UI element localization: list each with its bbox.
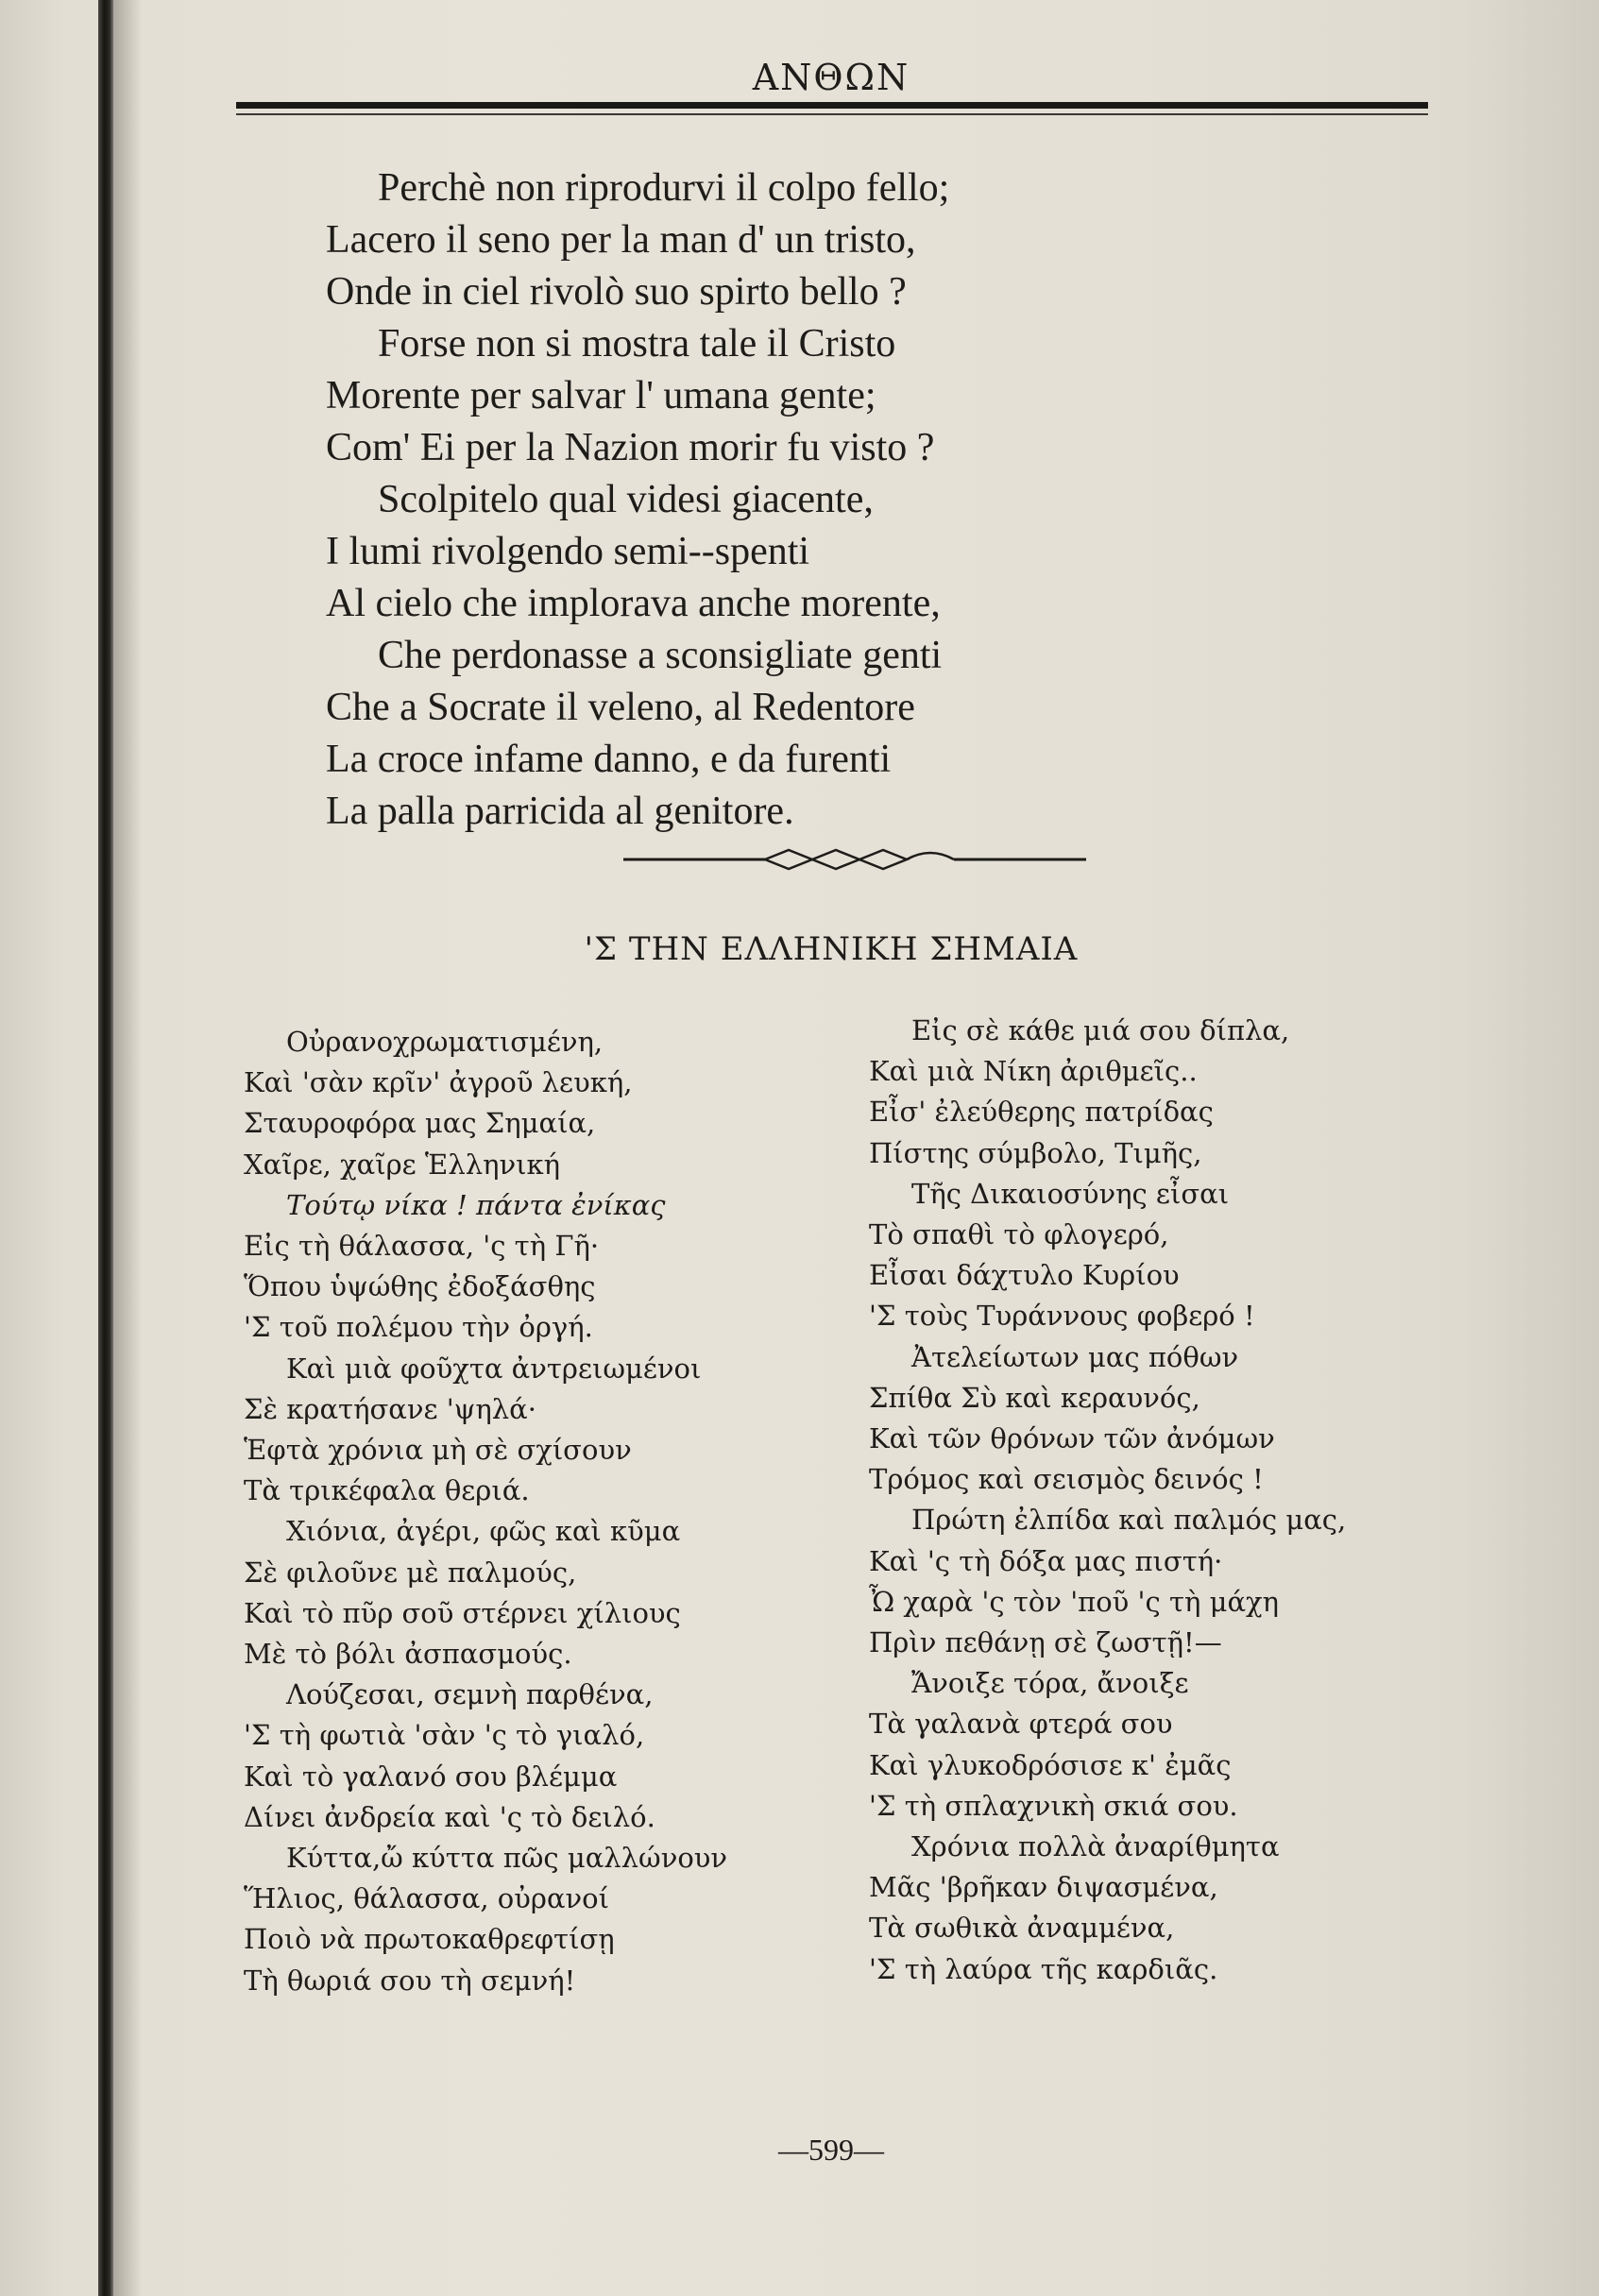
verse-line: Καὶ μιὰ φοῦχτα ἀντρειωμένοι — [286, 1352, 702, 1385]
verse-line: Σὲ φιλοῦνε μὲ παλμούς, — [244, 1556, 577, 1589]
verse-line: Morente per salvar l' umana gente; — [326, 374, 876, 417]
verse-line: Τὸ σπαθὶ τὸ φλογερό, — [869, 1218, 1169, 1251]
verse-line: Al cielo che implorava anche morente, — [326, 582, 941, 625]
verse-line: Ὅπου ὑψώθης ἐδοξάσθης — [244, 1270, 596, 1303]
verse-line: Τούτῳ νίκα ! πάντα ἐνίκας — [286, 1188, 666, 1221]
verse-line: Τὰ τρικέφαλα θεριά. — [244, 1474, 530, 1507]
greek-poem-right-column — [869, 1011, 1454, 1990]
verse-line: La palla parricida al genitore. — [326, 790, 794, 833]
verse-line: Χρόνια πολλὰ ἀναρίθμητα — [911, 1830, 1280, 1863]
running-header: ΑΝΘΩΝ — [752, 57, 910, 98]
greek-poem-title: 'Σ ΤΗΝ ΕΛΛΗΝΙΚΗ ΣΗΜΑΙΑ — [584, 930, 1079, 968]
verse-line: Scolpitelo qual videsi giacente, — [378, 478, 874, 521]
verse-line: Χαῖρε, χαῖρε Ἑλληνική — [244, 1148, 560, 1181]
verse-line: Σταυροφόρα μας Σημαία, — [244, 1107, 596, 1140]
verse-line: 'Σ τοὺς Τυράννους φοβερό ! — [869, 1300, 1255, 1333]
right-margin-shade — [1459, 0, 1599, 2296]
verse-line: 'Σ τὴ φωτιὰ 'σὰν 'ς τὸ γιαλό, — [244, 1719, 645, 1752]
verse-line: Οὐρανοχρωματισμένη, — [286, 1026, 604, 1058]
verse-line: Καὶ 'ς τὴ δόξα μας πιστή· — [869, 1544, 1223, 1577]
verse-line: 'Σ τὴ λαύρα τῆς καρδιᾶς. — [869, 1952, 1218, 1985]
verse-line: Che a Socrate il veleno, al Redentore — [326, 686, 915, 729]
verse-line: I lumi rivolgendo semi--spenti — [326, 530, 810, 573]
header-rule-thin — [236, 113, 1428, 115]
verse-line: Μὲ τὸ βόλι ἀσπασμούς. — [244, 1638, 572, 1671]
verse-line: Εἰς σὲ κάθε μιά σου δίπλα, — [911, 1014, 1290, 1046]
verse-line: Εἶσ' ἐλεύθερης πατρίδας — [869, 1096, 1214, 1129]
verse-line: Καὶ τῶν θρόνων τῶν ἀνόμων — [869, 1422, 1275, 1455]
verse-line: Perchè non riprodurvi il colpo fello; — [378, 166, 950, 210]
verse-line: Δίνει ἀνδρεία καὶ 'ς τὸ δειλό. — [244, 1800, 655, 1833]
verse-line: Ὦ χαρὰ 'ς τὸν 'ποῦ 'ς τὴ μάχη — [869, 1585, 1279, 1618]
verse-line: Ἥλιος, θάλασσα, οὐρανοί — [244, 1882, 609, 1915]
verse-line: Ἄνοιξε τόρα, ἄνοιξε — [911, 1667, 1189, 1700]
verse-line: Πρὶν πεθάνῃ σὲ ζωστῇ!— — [869, 1626, 1222, 1659]
gutter-shadow — [113, 0, 142, 2296]
verse-line: La croce infame danno, e da furenti — [326, 738, 892, 781]
verse-line: Τὰ σωθικὰ ἀναμμένα, — [869, 1912, 1175, 1945]
header-rule — [236, 102, 1428, 109]
verse-line: Καὶ μιὰ Νίκη ἀριθμεῖς.. — [869, 1055, 1198, 1088]
verse-line: Τὴ θωριά σου τὴ σεμνή! — [244, 1964, 576, 1997]
verse-line: Πρώτη ἐλπίδα καὶ παλμός μας, — [911, 1504, 1347, 1537]
verse-line: Χιόνια, ἀγέρι, φῶς καὶ κῦμα — [286, 1515, 681, 1548]
verse-line: Forse non si mostra tale il Cristo — [378, 322, 896, 366]
verse-line: Τὰ γαλανὰ φτερά σου — [869, 1708, 1173, 1741]
verse-line: Καὶ τὸ πῦρ σοῦ στέρνει χίλιους — [244, 1596, 681, 1629]
verse-line: 'Σ τὴ σπλαχνικὴ σκιά σου. — [869, 1789, 1238, 1822]
verse-line: Καὶ τὸ γαλανό σου βλέμμα — [244, 1760, 618, 1793]
verse-line: Καὶ γλυκοδρόσισε κ' ἐμᾶς — [869, 1748, 1232, 1781]
verse-line: Εἶσαι δάχτυλο Κυρίου — [869, 1259, 1180, 1292]
verse-line: Τρόμος καὶ σεισμὸς δεινός ! — [869, 1463, 1264, 1496]
verse-line: Lacero il seno per la man d' un tristo, — [326, 218, 916, 262]
verse-line: Τῆς Δικαιοσύνης εἶσαι — [911, 1177, 1230, 1210]
verse-line: Σπίθα Σὺ καὶ κεραυνός, — [869, 1381, 1200, 1414]
ornamental-divider — [623, 841, 1086, 878]
verse-line: Λούζεσαι, σεμνὴ παρθένα, — [286, 1678, 654, 1711]
greek-poem-left-column — [244, 1022, 848, 2001]
verse-line: Ποιὸ νὰ πρωτοκαθρεφτίσῃ — [244, 1923, 615, 1956]
verse-line: Κύττα,ὤ κύττα πῶς μαλλώνουν — [286, 1842, 728, 1875]
italian-poem — [326, 162, 1365, 838]
verse-line: Εἰς τὴ θάλασσα, 'ς τὴ Γῆ· — [244, 1230, 600, 1263]
verse-line: Πίστης σύμβολο, Τιμῆς, — [869, 1136, 1202, 1169]
verse-line: Σὲ κρατήσανε 'ψηλά· — [244, 1392, 536, 1425]
page-number: —599— — [778, 2133, 884, 2167]
verse-line: Καὶ 'σὰν κρῖν' ἀγροῦ λευκή, — [244, 1066, 633, 1099]
verse-line: Μᾶς 'βρῆκαν διψασμένα, — [869, 1871, 1218, 1904]
verse-line: Che perdonasse a sconsigliate genti — [378, 634, 943, 677]
verse-line: Ἑφτὰ χρόνια μὴ σὲ σχίσουν — [244, 1434, 632, 1467]
verse-line: 'Σ τοῦ πολέμου τὴν ὀργή. — [244, 1311, 593, 1344]
verse-line: Onde in ciel rivolò suo spirto bello ? — [326, 270, 907, 314]
book-gutter — [98, 0, 113, 2296]
verse-line: Com' Ei per la Nazion morir fu visto ? — [326, 426, 935, 469]
verse-line: Ἀτελείωτων μας πόθων — [911, 1340, 1239, 1373]
